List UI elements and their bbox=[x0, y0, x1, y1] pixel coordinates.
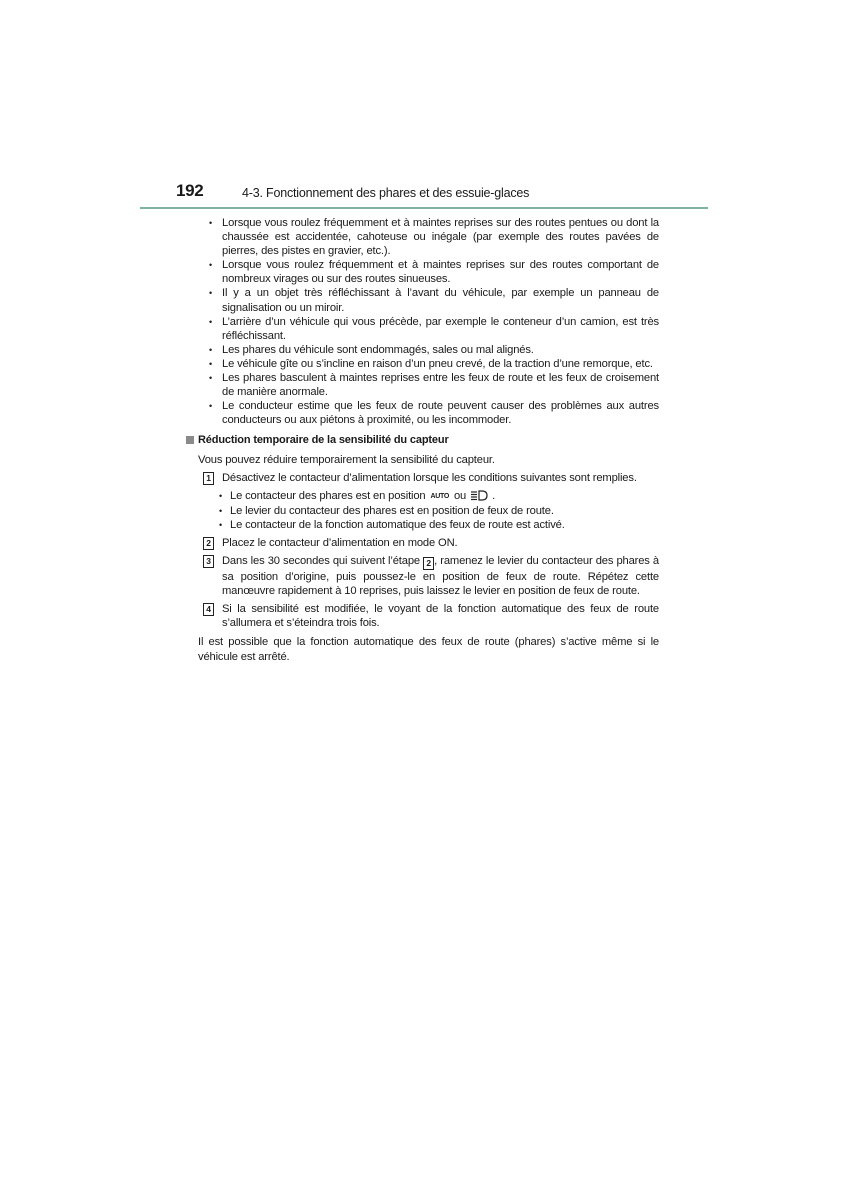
step-3 bbox=[198, 554, 659, 598]
headlight-on-icon bbox=[470, 490, 488, 501]
page-number: 192 bbox=[176, 181, 204, 200]
step-1 bbox=[198, 471, 659, 532]
page-header bbox=[140, 180, 708, 208]
step-conditions bbox=[222, 489, 659, 532]
step-2 bbox=[198, 536, 659, 550]
list-item: • Lorsque vous roulez fréquemment et à maintes reprises sur des routes comportant de nombreux virages ou sur des routes sinueuses. bbox=[198, 258, 659, 286]
section-title: 4-3. Fonctionnement des phares et des essuie-glaces bbox=[242, 186, 530, 200]
square-bullet-icon bbox=[186, 436, 194, 444]
note-paragraph: Il est possible que la fonction automatique des feux de route (phares) s’active même si le véhicule est arrêté. bbox=[198, 636, 659, 663]
list-item: • Le conducteur estime que les feux de route peuvent causer des problèmes aux autres conducteurs ou aux piétons à proximité, ou les incommoder. bbox=[198, 399, 659, 427]
list-item: • Lorsque vous roulez fréquemment et à maintes reprises sur des routes pentues ou dont la chaussée est accidentée, cahoteuse ou inégale (par exemple des routes pavées de pierres, des pistes en gravier, etc.). bbox=[198, 216, 659, 258]
list-item: • Le contacteur de la fonction automatique des feux de route est activé. bbox=[222, 518, 659, 532]
step-number-badge: 4 bbox=[203, 603, 214, 616]
condition-list bbox=[198, 216, 659, 427]
step-text: Dans les 30 secondes qui suivent l’étape bbox=[222, 555, 424, 568]
list-item: • Les phares du véhicule sont endommagés, sales ou mal alignés. bbox=[198, 343, 659, 357]
header-divider bbox=[140, 207, 708, 209]
list-item bbox=[222, 489, 659, 504]
step-text: Placez le contacteur d’alimentation en mode ON. bbox=[222, 536, 458, 549]
step-number-badge: 3 bbox=[203, 555, 214, 568]
list-item: • Le levier du contacteur des phares est en position de feux de route. bbox=[222, 504, 659, 518]
step-number-badge: 1 bbox=[203, 472, 214, 485]
condition-text: . bbox=[492, 489, 496, 502]
step-text: , ramenez le levier du contacteur des phares à sa position d’origine, puis poussez-le en position de feux de route. Répétez cette manœuvre rapidement à 10 reprises, puis laissez le levier en position de feux de route. bbox=[222, 555, 659, 598]
page-body bbox=[198, 216, 659, 664]
list-item: • L’arrière d’un véhicule qui vous précède, par exemple le conteneur d’un camion, est très réfléchissant. bbox=[198, 315, 659, 343]
list-item: • Les phares basculent à maintes reprises entre les feux de route et les feux de croisement de manière anormale. bbox=[198, 371, 659, 399]
step-text: Si la sensibilité est modifiée, le voyant de la fonction automatique des feux de route s’allumera et s’éteindra trois fois. bbox=[222, 603, 659, 630]
section-heading bbox=[186, 433, 659, 447]
list-item: • Le véhicule gîte ou s’incline en raison d’un pneu crevé, de la traction d’une remorque, etc. bbox=[198, 357, 659, 371]
section-heading-text: Réduction temporaire de la sensibilité du capteur bbox=[198, 434, 449, 447]
auto-light-icon: AUTO bbox=[430, 492, 449, 500]
list-item: • Il y a un objet très réfléchissant à l’avant du véhicule, par exemple un panneau de signalisation ou un miroir. bbox=[198, 286, 659, 314]
section-intro: Vous pouvez réduire temporairement la sensibilité du capteur. bbox=[198, 453, 495, 466]
condition-text: Le contacteur des phares est en position bbox=[230, 489, 426, 502]
step-reference-badge: 2 bbox=[423, 557, 434, 570]
step-number-badge: 2 bbox=[203, 537, 214, 550]
condition-text: ou bbox=[453, 489, 467, 502]
step-text: Désactivez le contacteur d’alimentation lorsque les conditions suivantes sont remplies. bbox=[222, 471, 637, 484]
step-4 bbox=[198, 602, 659, 630]
